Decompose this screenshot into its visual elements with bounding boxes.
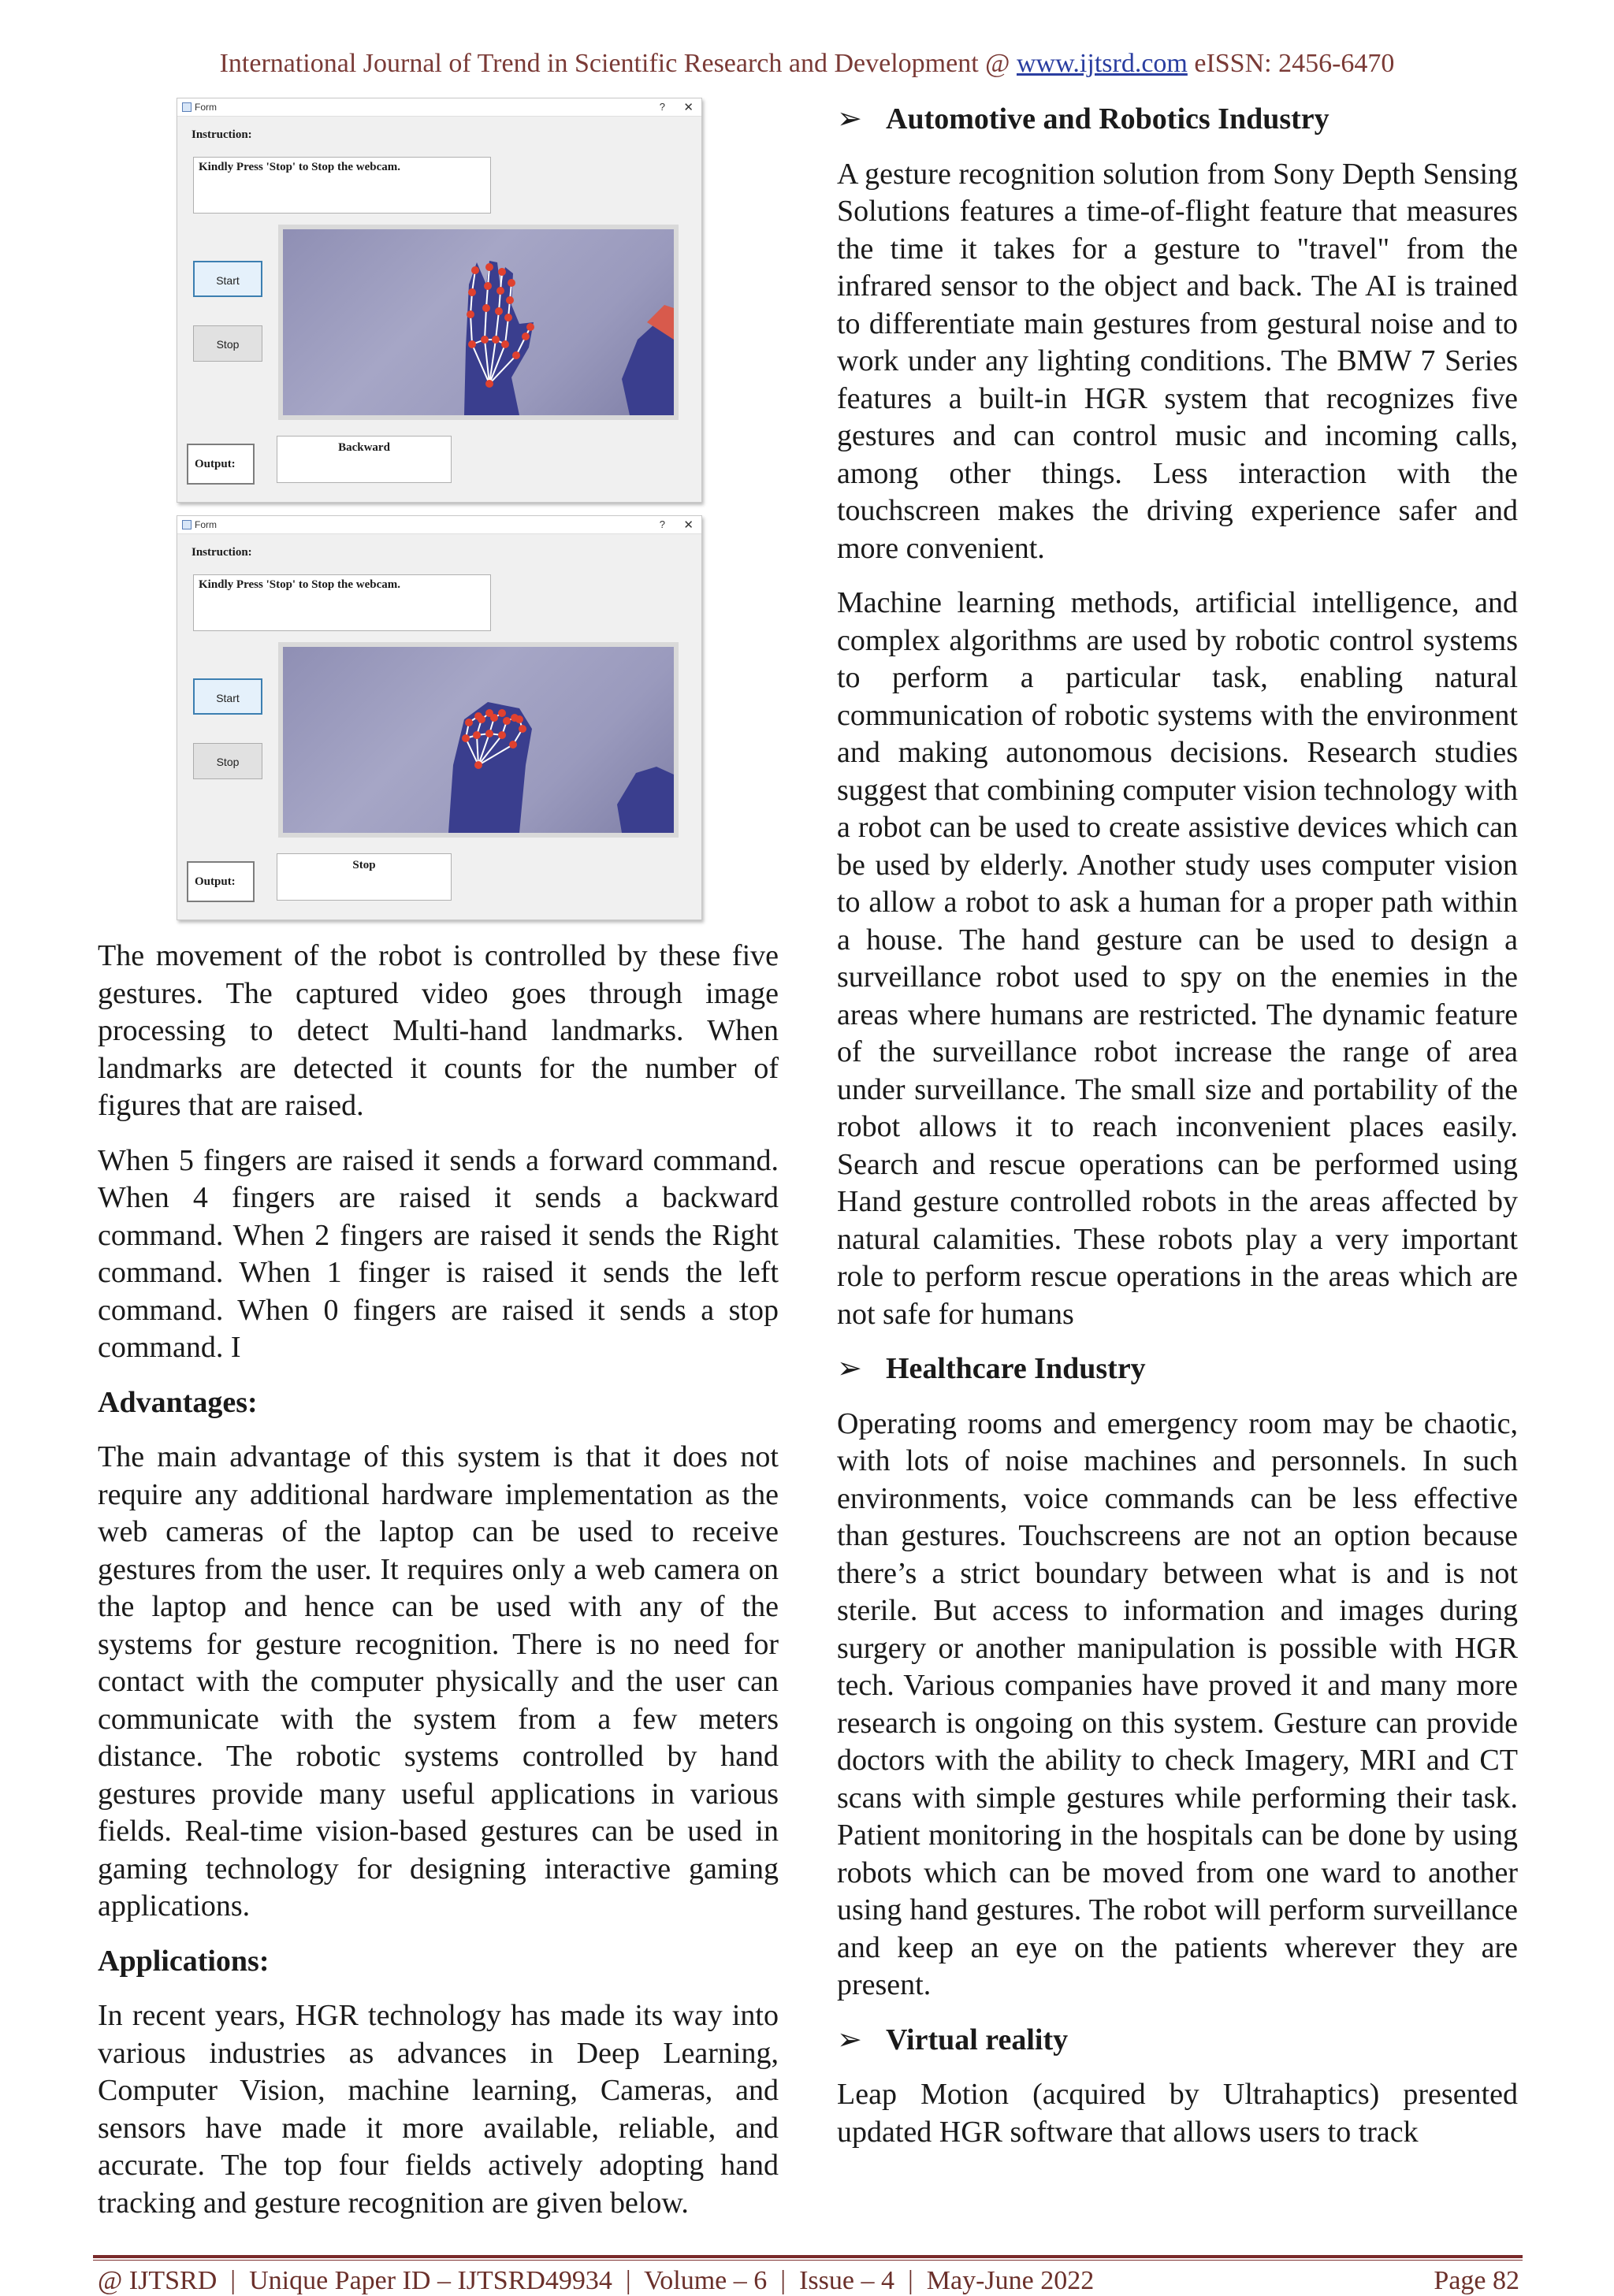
virtual-reality-heading-text: Virtual reality	[886, 2023, 1069, 2056]
form-titlebar	[177, 98, 701, 117]
output-value: Backward	[277, 436, 452, 483]
footer-rule	[93, 2255, 1523, 2258]
start-button[interactable]: Start	[193, 678, 262, 715]
healthcare-paragraph: Operating rooms and emergency room may be chaotic, with lots of noise machines and personnels. In such environments, voice commands can be less effective than gestures. Touchscreens are not an option because there’s a strict boundary between what is and is not sterile. But access to information and images during surgery or another manipulation is possible with HGR tech. Various companies have proved it and many more research is ongoing on this system. Gesture can provide doctors with the ability to check Imagery, MRI and CT scans with simple gestures while performing their task. Patient monitoring in the hospitals can be done by using robots which can be moved from one ward to another using hand gestures. The robot will perform surveillance and keep an eye on the patients wherever they are present.	[837, 1406, 1518, 2001]
journal-header	[0, 49, 1614, 79]
output-value: Stop	[277, 853, 452, 901]
arrow-bullet-icon: ➢	[837, 2023, 862, 2056]
applications-paragraph: In recent years, HGR technology has made its way into various industries as advances in Deep Learning, Computer Vision, machine learning, Cameras, and sensors have made it more available, reliable, and accurate. The top four fields actively adopting hand tracking and gesture recognition are given below.	[98, 1999, 779, 2220]
automotive-paragraph: A gesture recognition solution from Sony Depth Sensing Solutions features a time-of-flight feature that measures the time it takes for a gesture to "travel" from the infrared sensor to the object and back. The AI is trained to differentiate main gestures from gestural noise and to work under any lighting conditions. The BMW 7 Series features a built-in HGR system that recognizes five gestures and can control music and incoming calls, among other things. Less interaction with the touchscreen makes the driving experience safer and more convenient.	[837, 157, 1518, 565]
webcam-feed	[278, 642, 679, 838]
instruction-textbox: Kindly Press 'Stop' to Stop the webcam.	[193, 574, 491, 631]
start-button[interactable]: Start	[193, 261, 262, 297]
gesture-control-paragraph: The movement of the robot is controlled by these five gestures. The captured video goes through image processing to detect Multi-hand landmarks. When landmarks are detected it counts for the number of figures that are raised.	[98, 939, 779, 1122]
advantages-heading: Advantages:	[98, 1385, 258, 1419]
help-icon[interactable]: ?	[659, 518, 665, 530]
instruction-label: Instruction:	[192, 128, 252, 141]
webcam-feed	[278, 225, 679, 420]
hand-landmarks-open-hand	[283, 229, 674, 415]
page-number: Page 82	[1434, 2266, 1519, 2295]
output-label: Output:	[187, 861, 255, 902]
applications-heading: Applications:	[98, 1944, 270, 1978]
stop-button[interactable]: Stop	[193, 325, 262, 362]
stop-button[interactable]: Stop	[193, 743, 262, 779]
arrow-bullet-icon: ➢	[837, 1352, 862, 1385]
hand-landmarks-closed-fist	[283, 647, 674, 833]
output-label: Output:	[187, 444, 255, 485]
header-suffix: eISSN: 2456-6470	[1187, 49, 1395, 78]
form-window-title: Form	[195, 519, 217, 530]
form-app-icon	[182, 520, 192, 529]
header-prefix: International Journal of Trend in Scientific Research and Development @	[219, 49, 1017, 78]
gesture-form-screenshot-backward	[177, 98, 702, 503]
healthcare-heading	[837, 1350, 1518, 1388]
advantages-paragraph: The main advantage of this system is that it does not require any additional hardware implementation as the web cameras of the laptop can be used to receive gestures from the user. It requires only a web camera on the laptop and hence can be used with any of the systems for gesture recognition. There is no need for contact with the computer physically and the user can communicate with the system from a few meters distance. The robotic systems controlled by hand gestures provide many useful applications in various fields. Real-time vision-based gestures can be used in gaming technology for designing interactive gaming applications.	[98, 1440, 779, 1923]
instruction-textbox: Kindly Press 'Stop' to Stop the webcam.	[193, 157, 491, 214]
left-column	[98, 938, 779, 2239]
footer-rule-thin	[93, 2260, 1523, 2261]
automotive-heading	[837, 101, 1518, 139]
automotive-heading-text: Automotive and Robotics Industry	[886, 102, 1330, 136]
close-icon[interactable]: ✕	[683, 518, 694, 532]
virtual-reality-paragraph: Leap Motion (acquired by Ultrahaptics) presented updated HGR software that allows users to track	[837, 2078, 1518, 2149]
robotics-ml-paragraph: Machine learning methods, artificial intelligence, and complex algorithms are used by robotic control systems to perform a particular task, enabling natural communication of robotic systems with the environment and making autonomous decisions. Research studies suggest that combining computer vision technology with a robot can be used to create assistive devices which can be used by elderly. Another study uses computer vision to allow a robot to ask a human for a proper path within a house. The hand gesture can be used to design a surveillance robot used to spy on the enemies in the areas where humans are restricted. The dynamic feature of the surveillance robot increase the range of area under surveillance. The small size and portability of the robot allows it to reach inconvenient places easily. Search and rescue operations can be performed using Hand gesture controlled robots in the areas affected by natural calamities. These robots play a very important role to perform rescue operations in the areas which are not safe for humans	[837, 586, 1518, 1331]
healthcare-heading-text: Healthcare Industry	[886, 1352, 1146, 1385]
form-window-title: Form	[195, 102, 217, 113]
virtual-reality-heading	[837, 2022, 1518, 2060]
gesture-form-screenshot-stop	[177, 515, 702, 920]
form-app-icon	[182, 102, 192, 112]
finger-commands-paragraph: When 5 fingers are raised it sends a forward command. When 4 fingers are raised it sends a backward command. When 2 fingers are raised it sends the Right command. When 1 finger is raised it sends the left command. When 0 fingers are raised it sends a stop command. I	[98, 1143, 779, 1364]
arrow-bullet-icon: ➢	[837, 102, 862, 136]
form-titlebar	[177, 516, 701, 534]
close-icon[interactable]: ✕	[683, 101, 694, 114]
footer-paper-info: @ IJTSRD | Unique Paper ID – IJTSRD49934 | Volume – 6 | Issue – 4 | May-June 2022	[98, 2266, 1095, 2295]
help-icon[interactable]: ?	[659, 101, 665, 113]
instruction-label: Instruction:	[192, 546, 252, 559]
right-column	[837, 101, 1518, 2168]
journal-link[interactable]: www.ijtsrd.com	[1016, 49, 1188, 78]
